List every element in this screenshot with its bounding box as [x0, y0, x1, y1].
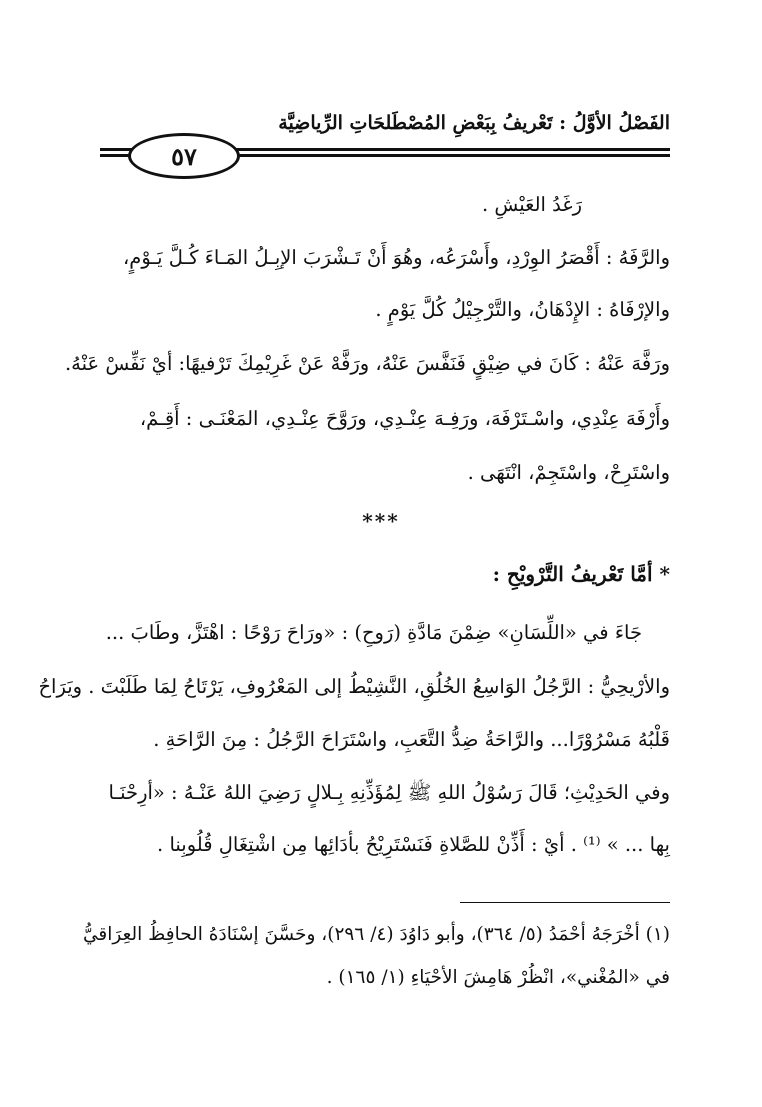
footnote-line-1: (١) أخْرَجَهُ أحْمَدُ (٥/ ٣٦٤)، وأبو دَاوُدَ (٤/ ٢٩٦)، وحَسَّنَ إسْنَادَهُ الحافِظُ العِرَاقيُّ: [82, 924, 670, 945]
section-line-3: قَلْبُهُ مَسْرُوْرًا... والرَّاحَةُ ضِدُّ التَّعَبِ، واسْتَرَاحَ الرَّجُلُ : مِنَ الرَّاحَةِ .: [153, 728, 670, 751]
footnote-line-2: في «المُغْني»، انْظُرْ هَامِشَ الأحْيَاءِ (١/ ١٦٥) .: [326, 967, 670, 988]
body-line-2: والرَّفَهُ : أَقْصَرُ الوِرْدِ، وأَسْرَعُه، وهُوَ أَنْ تَـشْرَبَ الإبِـلُ المَـاءَ كُـلَّ يَـوْمٍ،: [122, 246, 670, 269]
section-line-2: والأرْيحِيُّ : الرَّجُلُ الوَاسِعُ الخُلُقِ، النَّشِيْطُ إلى المَعْرُوفِ، يَرْتَاحُ لِمَا طَلَبْتَ . ويَرَاحُ: [38, 675, 670, 698]
footnote-divider: [460, 902, 670, 903]
body-line-3: والإرْفَاهُ : الإِدْهَانُ، والتَّرْجِيْلُ كُلَّ يَوْمٍ .: [375, 298, 670, 321]
body-line-1: رَغَدُ العَيْشِ .: [482, 193, 582, 216]
body-line-6: واسْتَرِحْ، واسْتَجِمْ، انْتَهَى .: [467, 461, 670, 484]
body-line-4: ورَفَّهَ عَنْهُ : كَانَ في ضِيْقٍ فَنَفَّسَ عَنْهُ، ورَفَّهْ عَنْ غَرِيْمِكَ تَرْفيهًا: أيْ نَفِّسْ عَنْهُ.: [64, 352, 670, 375]
page-number-badge: [128, 133, 240, 179]
body-line-5: وأَرْفَهَ عِنْدِي، واسْـتَرْفَهَ، ورَفِـهَ عِنْـدِي، ورَوَّحَ عِنْـدِي، المَعْنَـى : أَقِـمْ،: [139, 407, 670, 430]
section-line-4: وفي الحَدِيْثِ؛ قَالَ رَسُوْلُ اللهِ ﷺ لِمُؤَذِّنِهِ بِـلالٍ رَضِيَ اللهُ عَنْـهُ : «أرِحْنَـا: [108, 781, 670, 804]
section-heading: * أمَّا تَعْريفُ التَّرْويْحِ :: [492, 562, 670, 586]
section-line-1: جَاءَ في «اللِّسَانِ» ضِمْنَ مَادَّةِ (رَوحِ) : «ورَاحَ رَوْحًا : اهْتَزَّ، وطَابَ ...: [105, 621, 642, 644]
header-rule: [100, 133, 670, 183]
page-number: ٥٧: [171, 141, 197, 171]
section-separator: ***: [362, 509, 400, 533]
running-header: الفَصْلُ الأوَّلُ : تَعْريفُ بِبَعْضِ المُصْطَلحَاتِ الرِّياضِيَّة: [278, 112, 670, 134]
section-line-5: بِها ... » ⁽¹⁾ . أيْ : أَذِّنْ للصَّلاةِ فَنَسْتَرِيْحُ بأدَائِها مِن اشْتِغَالِ قُلُوبِنا .: [157, 833, 670, 856]
